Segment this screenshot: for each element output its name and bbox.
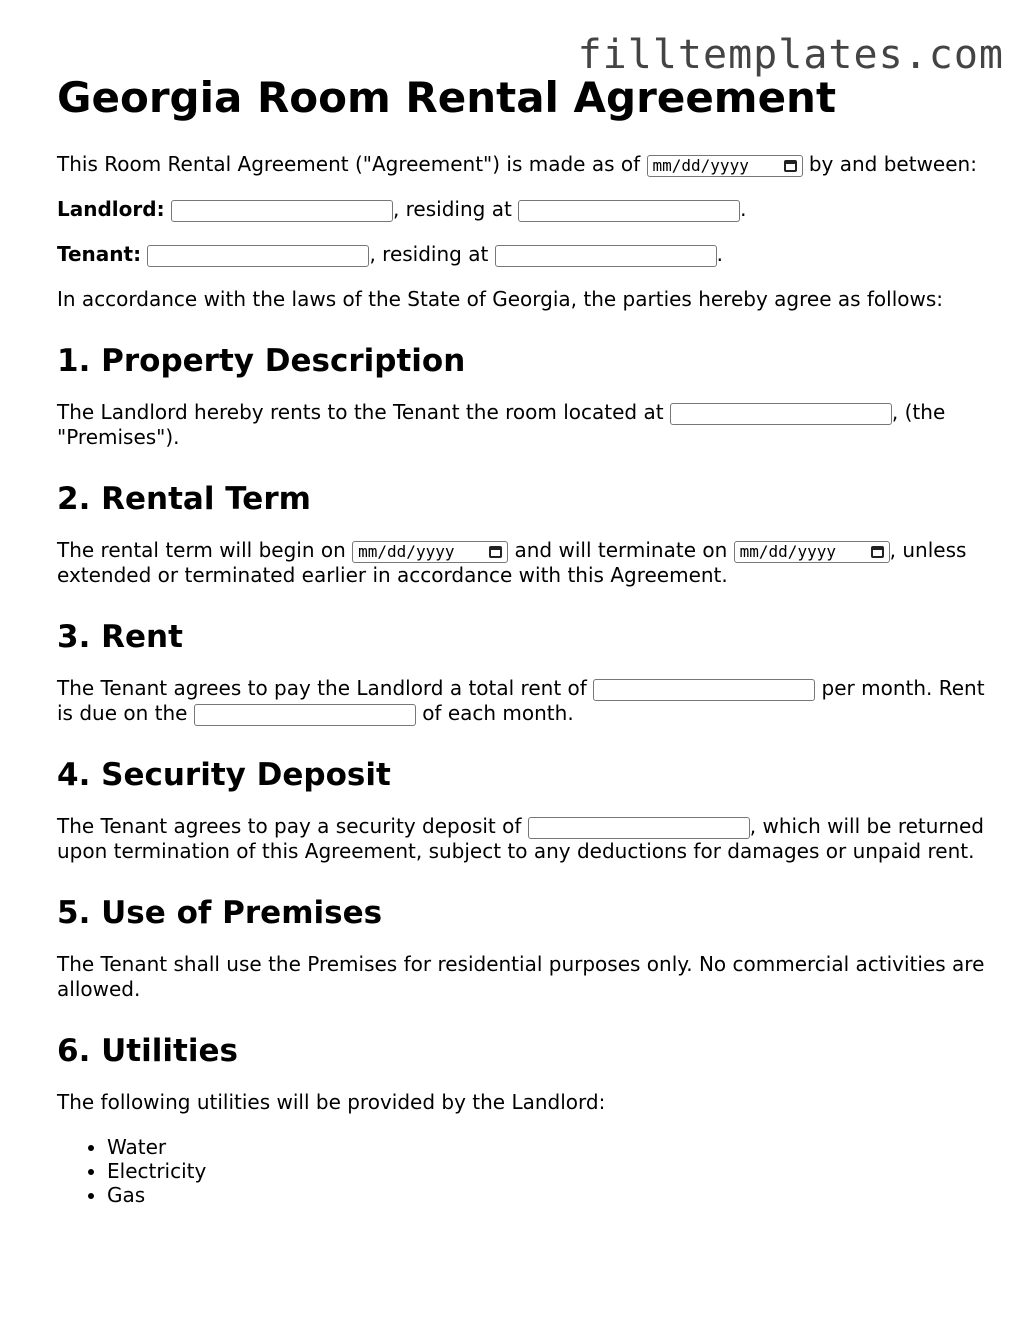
property-text-before: The Landlord hereby rents to the Tenant the room located at	[57, 400, 664, 424]
section-heading-term: 2. Rental Term	[57, 481, 311, 517]
section-heading-utilities: 6. Utilities	[57, 1033, 238, 1069]
section-heading-deposit: 4. Security Deposit	[57, 757, 391, 793]
rent-due-day-input[interactable]	[194, 704, 416, 726]
agreement-date-input[interactable]	[647, 155, 803, 177]
tenant-name-input[interactable]	[147, 245, 369, 267]
end-date-input[interactable]	[734, 541, 890, 563]
section-use	[57, 894, 987, 1002]
landlord-line	[57, 197, 987, 222]
date-placeholder: mm/dd/yyyy	[739, 541, 836, 561]
intro-paragraph	[57, 152, 987, 177]
use-paragraph: The Tenant shall use the Premises for residential purposes only. No commercial activities are allowed.	[57, 952, 985, 1001]
utilities-paragraph: The following utilities will be provided by the Landlord:	[57, 1090, 606, 1114]
preamble: In accordance with the laws of the State of Georgia, the parties hereby agree as follows:	[57, 287, 944, 311]
landlord-end-punct: .	[740, 197, 747, 221]
term-text-after: , unless extended or terminated earlier in accordance with this Agreement.	[57, 538, 967, 587]
property-text-after: , (the "Premises").	[57, 400, 946, 449]
tenant-end-punct: .	[716, 242, 724, 266]
rent-text-middle: per month. Rent is due on the	[57, 676, 985, 725]
utilities-list	[57, 1135, 987, 1207]
tenant-label: Tenant:	[57, 242, 142, 266]
tenant-residing-text: , residing at	[369, 242, 489, 266]
landlord-label: Landlord:	[57, 197, 165, 221]
calendar-icon[interactable]	[784, 160, 797, 172]
term-paragraph	[57, 538, 987, 588]
watermark: filltemplates.com	[577, 32, 1004, 78]
deposit-text-before: The Tenant agrees to pay a security deposit of	[57, 814, 522, 838]
term-text-before: The rental term will begin on	[57, 538, 346, 562]
section-heading-property: 1. Property Description	[57, 343, 466, 379]
section-property	[57, 342, 987, 450]
page-title: Georgia Room Rental Agreement	[57, 73, 837, 122]
rent-paragraph	[57, 676, 987, 726]
list-item: • Water	[107, 1135, 987, 1159]
calendar-icon[interactable]	[871, 546, 884, 558]
section-deposit	[57, 756, 987, 864]
list-item: • Electricity	[107, 1159, 987, 1183]
term-text-middle: and will terminate on	[514, 538, 728, 562]
intro-text-before: This Room Rental Agreement ("Agreement") is made as of	[57, 152, 641, 176]
date-placeholder: mm/dd/yyyy	[652, 155, 749, 175]
date-placeholder: mm/dd/yyyy	[358, 541, 455, 561]
rent-text-after: of each month.	[422, 701, 574, 725]
rent-text-before: The Tenant agrees to pay the Landlord a total rent of	[57, 676, 587, 700]
deposit-text-after: , which will be returned upon termination of this Agreement, subject to any deductions for damages or unpaid rent.	[57, 814, 984, 863]
calendar-icon[interactable]	[489, 546, 502, 558]
room-location-input[interactable]	[670, 403, 892, 425]
rent-amount-input[interactable]	[593, 679, 815, 701]
list-item: • Gas	[107, 1183, 987, 1207]
section-heading-use: 5. Use of Premises	[57, 895, 383, 931]
landlord-address-input[interactable]	[518, 200, 740, 222]
section-utilities	[57, 1032, 987, 1207]
section-heading-rent: 3. Rent	[57, 619, 183, 655]
tenant-address-input[interactable]	[495, 245, 717, 267]
property-paragraph	[57, 400, 987, 450]
intro-text-after: by and between:	[808, 152, 977, 176]
section-term	[57, 480, 987, 588]
start-date-input[interactable]	[352, 541, 508, 563]
section-rent	[57, 618, 987, 726]
deposit-paragraph	[57, 814, 987, 864]
agreement-document	[57, 72, 987, 1207]
tenant-line	[57, 242, 987, 267]
landlord-name-input[interactable]	[171, 200, 393, 222]
landlord-residing-text: , residing at	[392, 197, 512, 221]
deposit-amount-input[interactable]	[528, 817, 750, 839]
